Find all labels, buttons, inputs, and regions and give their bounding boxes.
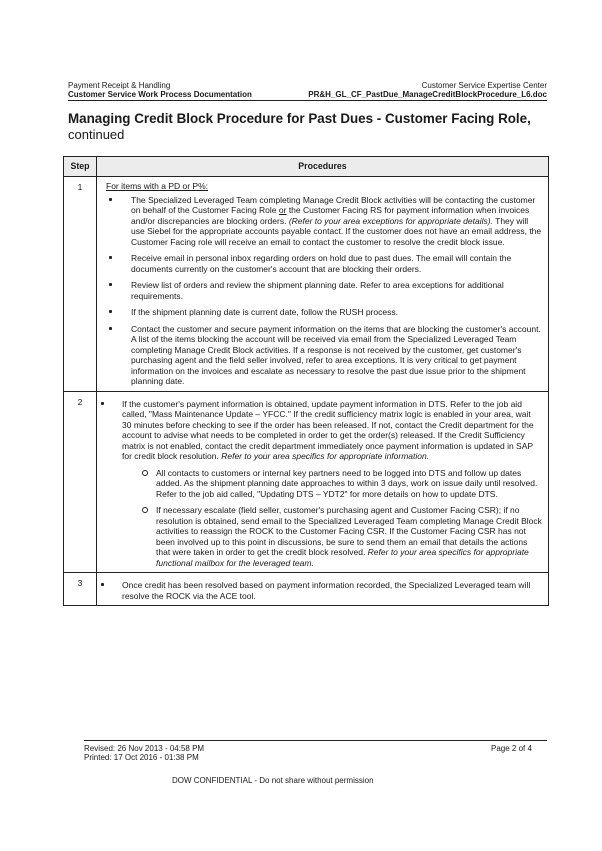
footer-printed: Printed: 17 Oct 2016 - 01:38 PM xyxy=(84,753,199,762)
procedure-table xyxy=(63,156,549,606)
procedure-text: Refer to your area specifics for appropriate information. xyxy=(221,451,430,461)
bullet-icon xyxy=(101,583,104,586)
list-item xyxy=(105,399,542,569)
procedure-text: If the customer's payment information is obtained, update payment information in DTS. Refer to the job aid called, "Mass Maintenance Update – YFCC." If the credit sufficiency matrix logic is enabled in your area, wait 30 minutes before checking to see if the order has been released. If not, contact the Credit department for the account to advise what needs to be completed in order to get the order(s) released. If the Credit Sufficiency matrix is not enabled, contact the credit department immediately once payment information is updated in SAP for credit block resolution. xyxy=(122,398,534,461)
step-number: 2 xyxy=(64,391,97,573)
procedure-cell xyxy=(97,177,549,392)
bullet-icon xyxy=(109,198,112,201)
list-item xyxy=(105,580,542,601)
page-title-continued: continued xyxy=(68,127,125,142)
table-header-row xyxy=(64,157,549,177)
sub-bullet-list xyxy=(122,468,542,569)
column-header-procedures: Procedures xyxy=(97,157,549,177)
procedure-text: Once credit has been resolved based on payment information recorded, the Specialized Leveraged team will resolve the ROCK via the ACE tool. xyxy=(122,580,531,601)
list-item xyxy=(105,253,542,274)
column-header-step: Step xyxy=(64,157,97,177)
header-filename: PR&H_GL_CF_PastDue_ManageCreditBlockProcedure_L6.doc xyxy=(308,90,547,99)
hollow-bullet-icon xyxy=(142,507,148,513)
sub-list-item xyxy=(122,468,542,500)
bullet-icon xyxy=(109,310,112,313)
procedure-text: or xyxy=(278,205,287,215)
procedure-text: They will use Siebel for the appropriate accounts payable contact. If the customer does not have an email address, the Customer Facing role will receive an email to contact the customer to resolve the credit block issue. xyxy=(131,215,542,247)
procedure-intro: For items with a PD or P%: xyxy=(106,181,209,191)
table-body xyxy=(64,177,549,606)
confidentiality-notice: DOW CONFIDENTIAL - Do not share without permission xyxy=(172,776,374,785)
procedure-text: (Refer to your area exceptions for appropriate details). xyxy=(288,215,493,226)
procedure-cell xyxy=(97,391,549,573)
footer-revised: Revised: 26 Nov 2013 - 04:58 PM xyxy=(84,744,205,753)
procedure-text: All contacts to customers or internal key partners need to be logged into DTS and follow up dates added. As the shipment planning date approaches to within 3 days, work on issue daily until resolved. Refer to the job aid called, "Updating DTS – YDT2" for more details on how to update DTS. xyxy=(156,467,538,499)
header-divider xyxy=(68,100,547,101)
bullet-icon xyxy=(109,283,112,286)
table-row xyxy=(64,573,549,606)
step-number: 3 xyxy=(64,573,97,606)
bullet-icon xyxy=(109,327,112,330)
header-doc-type: Customer Service Work Process Documentation xyxy=(68,90,252,99)
list-item xyxy=(105,195,542,248)
bullet-list xyxy=(105,580,542,601)
bullet-icon xyxy=(101,402,104,405)
bullet-list xyxy=(105,195,542,387)
list-item xyxy=(105,307,542,318)
procedure-cell xyxy=(97,573,549,606)
footer-divider xyxy=(84,740,547,741)
header-center: Customer Service Expertise Center xyxy=(421,81,547,90)
procedure-text: Contact the customer and secure payment information on the items that are blocking the customer's account. A list of the items blocking the account will be received via email from the Specialized Leveraged Team completing Manage Credit Block activities. If a response is not received by the customer, get customer's purchasing agent and the field seller involved, refer to area exceptions. It is very critical to get payment information on the invoices and escalate as necessary to resolve the past due issue prior to the shipment planning date. xyxy=(131,323,541,386)
table-row xyxy=(64,391,549,573)
table-row xyxy=(64,177,549,392)
procedure-text: If the shipment planning date is current date, follow the RUSH process. xyxy=(131,307,398,317)
bullet-list xyxy=(105,399,542,569)
header-department: Payment Receipt & Handling xyxy=(68,81,171,90)
procedure-text: Review list of orders and review the shipment planning date. Refer to area exceptions for additional requirements. xyxy=(131,280,504,301)
procedure-text: Refer to your area specifics for appropriate functional mailbox for the leveraged team. xyxy=(156,547,529,568)
step-number: 1 xyxy=(64,177,97,392)
sub-list-item xyxy=(122,505,542,568)
page-title xyxy=(68,111,548,143)
procedure-text: If necessary escalate (field seller, customer's purchasing agent and Customer Facing CSR); if no resolution is obtained, send email to the Specialized Leveraged Team completing Manage Credit Block activities to reassign the ROCK to the Customer Facing CSR. If the Customer Facing CSR has not been involved up to this point in discussions, be sure to send them an email that details the actions that were taken in order to get the credit block resolved. xyxy=(156,505,542,557)
page-number: Page 2 of 4 xyxy=(491,744,532,753)
hollow-bullet-icon xyxy=(142,470,148,476)
procedure-text: Receive email in personal inbox regarding orders on hold due to past dues. The email will contain the documents currently on the customer's account that are blocking their orders. xyxy=(131,253,512,274)
page-title-main: Managing Credit Block Procedure for Past Dues - Customer Facing Role, xyxy=(68,111,531,126)
procedure-text: The Specialized Leveraged Team completing Manage Credit Block activities will be contacting the customer on behalf of the Customer Facing Role xyxy=(131,194,536,215)
procedure-text: the Customer Facing RS for payment information when invoices and/or discrepancies are blocking orders. xyxy=(131,205,530,226)
bullet-icon xyxy=(109,256,112,259)
list-item xyxy=(105,280,542,301)
list-item xyxy=(105,324,542,387)
